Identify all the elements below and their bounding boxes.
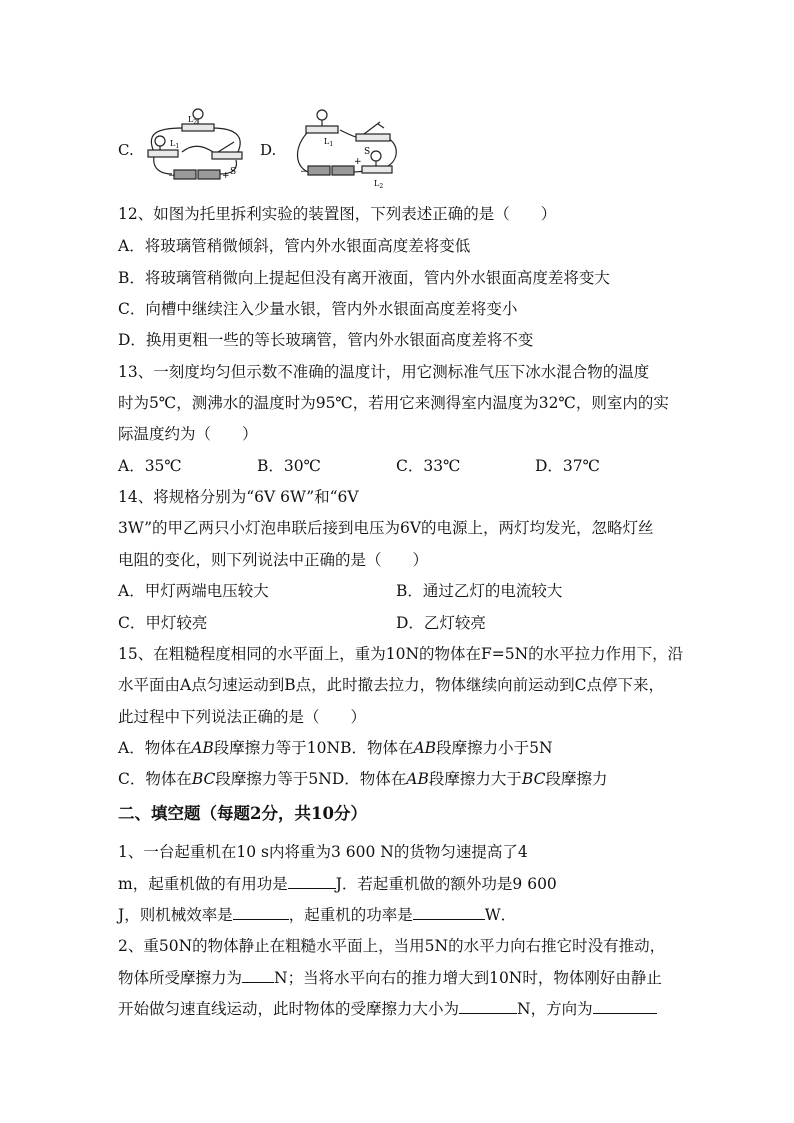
q14-option-d: D．乙灯较亮 — [396, 614, 486, 632]
q15-stem-line2: 水平面由A点匀速运动到B点，此时撤去拉力，物体继续向前运动到C点停下来， — [118, 676, 664, 694]
f1-blank-useful-work[interactable] — [288, 873, 336, 889]
f2-line1: 2、重50N的物体静止在粗糙水平面上，当用5N的水平力向右推它时没有推动， — [118, 937, 666, 955]
q12-option-d: D．换用更粗一些的等长玻璃管，管内外水银面高度差将不变 — [118, 331, 534, 349]
q12-option-c: C．向槽中继续注入少量水银，管内外水银面高度差将变小 — [118, 300, 518, 318]
c-l2-mark: $L_2$ — [188, 115, 198, 126]
d-switch-mark: S — [364, 147, 371, 157]
c-plus-mark: + — [222, 171, 230, 181]
q14-option-c: C．甲灯较亮 — [118, 614, 208, 632]
q15-options-ab: A．物体在AB段摩擦力等于10NB．物体在AB段摩擦力小于5N — [118, 739, 553, 757]
f1-line3: J，则机械效率是 ，起重机的功率是 W． — [118, 906, 517, 924]
q12-option-b: B．将玻璃管稍微向上提起但没有离开液面，管内外水银面高度差将变大 — [118, 269, 610, 287]
q15-stem-line3: 此过程中下列说法正确的是（ ） — [118, 708, 367, 726]
d-plus-mark: + — [354, 157, 362, 167]
q13-option-d: D．37℃ — [535, 457, 600, 475]
q13-option-b: B．30℃ — [257, 457, 321, 475]
circuit-diagram-c — [142, 104, 250, 184]
f2-blank-friction-static[interactable] — [242, 967, 274, 983]
f1-blank-efficiency[interactable] — [233, 904, 289, 920]
f1-blank-power[interactable] — [413, 904, 485, 920]
f2-line2: 物体所受摩擦力为 N；当将水平向右的推力增大到10N时，物体刚好由静止 — [118, 969, 662, 987]
q14-option-b: B．通过乙灯的电流较大 — [396, 582, 563, 600]
q14-option-a: A．甲灯两端电压较大 — [118, 582, 269, 600]
q14-stem-line2: 3W”的甲乙两只小灯泡串联后接到电压为6V的电源上，两灯均发光，忽略灯丝 — [118, 519, 654, 537]
option-d-label: D. — [260, 141, 277, 159]
q14-stem-line3: 电阻的变化，则下列说法中正确的是（ ） — [118, 551, 429, 569]
c-minus-mark: − — [168, 171, 176, 181]
option-c-label: C. — [118, 141, 134, 159]
q13-option-c: C．33℃ — [396, 457, 461, 475]
q13-stem-line3: 际温度约为（ ） — [118, 425, 258, 443]
f2-blank-friction-moving[interactable] — [459, 998, 517, 1014]
q13-stem-line2: 时为5℃，测沸水的温度时为95℃，若用它来测得室内温度为32℃，则室内的实 — [118, 394, 669, 412]
q14-stem-line1: 14、将规格分别为“6V 6W”和“6V — [118, 488, 359, 506]
f1-line1: 1、一台起重机在10 s内将重为3 600 N的货物匀速提高了4 — [118, 843, 528, 861]
f1-line2: m，起重机做的有用功是 J．若起重机做的额外功是9 600 — [118, 875, 557, 893]
f2-line3: 开始做匀速直线运动，此时物体的受摩擦力大小为 N，方向为 — [118, 998, 657, 1019]
d-l2-mark: $L_2$ — [374, 179, 384, 190]
section-title-fill-in: 二、填空题（每题2分，共10分） — [118, 804, 367, 823]
f2-blank-direction[interactable] — [593, 998, 657, 1014]
q12-option-a: A．将玻璃管稍微倾斜，管内外水银面高度差将变低 — [118, 237, 471, 255]
d-minus-mark: − — [300, 167, 308, 177]
q15-options-cd: C．物体在BC段摩擦力等于5ND．物体在AB段摩擦力大于BC段摩擦力 — [118, 770, 608, 788]
d-l1-mark: $L_1$ — [324, 137, 334, 148]
q12-stem: 12、如图为托里拆利实验的装置图，下列表述正确的是（ ） — [118, 205, 557, 223]
q13-stem-line1: 13、一刻度均匀但示数不准确的温度计，用它测标准气压下冰水混合物的温度 — [118, 363, 650, 381]
q15-stem-line1: 15、在粗糙程度相同的水平面上，重为10N的物体在F=5N的水平拉力作用下，沿 — [118, 645, 684, 663]
c-l1-mark: $L_1$ — [170, 139, 180, 150]
circuit-diagram-d — [288, 102, 400, 192]
q13-option-a: A．35℃ — [118, 457, 182, 475]
c-switch-mark: S — [230, 167, 237, 177]
